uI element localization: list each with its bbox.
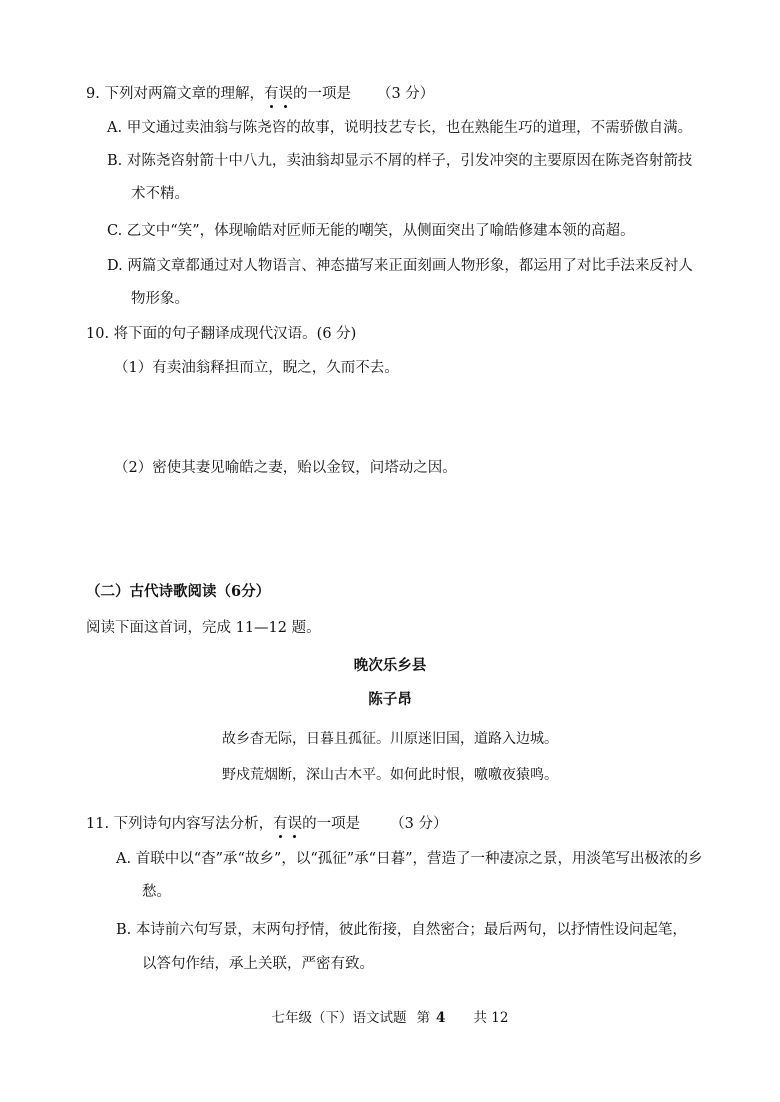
q11-option-a: A. 首联中以“杳”承“故乡”，以“孤征”承“日暮”，营造了一种凄凉之景，用淡笔写出极浓的乡 — [116, 851, 703, 867]
q9-option-a: A. 甲文通过卖油翁与陈尧咨的故事，说明技艺专长，也在熟能生巧的道理，不需骄傲自满。 — [107, 120, 693, 136]
footer-total: 共 12 — [473, 1010, 509, 1026]
q11-stem — [86, 814, 448, 834]
poem-title: 晚次乐乡县 — [353, 657, 427, 674]
footer-page-number: 4 — [436, 1010, 446, 1026]
poem-author: 陈子昂 — [368, 691, 412, 708]
poem-line-1: 故乡杳无际，日暮且孤征。川原迷旧国，道路入边城。 — [222, 731, 558, 747]
q9-option-b: B. 对陈尧咨射箭十中八九，卖油翁却显示不屑的样子，引发冲突的主要原因在陈尧咨射箭技 — [107, 153, 693, 169]
footer-page-label: 第 — [416, 1010, 431, 1026]
q10-item-1: （1）有卖油翁释担而立，睨之，久而不去。 — [114, 360, 399, 376]
q9-option-d: D. 两篇文章都通过对人物语言、神态描写来正面刻画人物形象，都运用了对比手法来反衬人 — [107, 258, 693, 274]
q11-option-b-cont: 以答句作结，承上关联，严密有致。 — [142, 956, 374, 972]
q11-option-a-cont: 愁。 — [142, 884, 171, 900]
q11-option-b: B. 本诗前六句写景，末两句抒情，彼此衔接，自然密合；最后两句，以抒情性设问起笔， — [116, 922, 687, 938]
q11-emphasis-2: 误 — [287, 816, 303, 832]
q9-emphasis-2: 误 — [278, 86, 293, 102]
q11-stem-prefix: 11. 下列诗句内容写法分析， — [86, 816, 274, 832]
q9-score: （3 分） — [376, 86, 435, 102]
q9-option-d-cont: 物形象。 — [131, 291, 189, 307]
q9-stem-prefix: 9. 下列对两篇文章的理解， — [86, 86, 264, 102]
q10-item-2: （2）密使其妻见喻皓之妻，贻以金钗，问塔动之因。 — [114, 460, 457, 476]
q9-option-b-cont: 术不精。 — [131, 186, 189, 202]
q9-stem-suffix: 的一项是 — [292, 86, 351, 102]
q11-score: （3 分） — [390, 816, 448, 832]
q9-option-c: C. 乙文中“笑”，体现喻皓对匠师无能的嘲笑，从侧面突出了喻皓修建本领的高超。 — [107, 223, 635, 239]
q11-stem-suffix: 的一项是 — [302, 816, 361, 832]
section-title: （二）古代诗歌阅读（6分） — [86, 583, 271, 600]
q9-stem — [86, 84, 434, 104]
q11-emphasis-1: 有 — [273, 816, 288, 832]
section-intro: 阅读下面这首词，完成 11—12 题。 — [86, 620, 321, 636]
footer-grade: 七年级（下）语文试题 — [271, 1010, 407, 1026]
q10-stem: 10. 将下面的句子翻译成现代汉语。(6 分) — [86, 326, 357, 342]
q9-emphasis-1: 有 — [263, 86, 279, 102]
page-footer — [0, 1008, 780, 1028]
poem-line-2: 野戍荒烟断，深山古木平。如何此时恨，噭噭夜猿鸣。 — [222, 767, 558, 783]
